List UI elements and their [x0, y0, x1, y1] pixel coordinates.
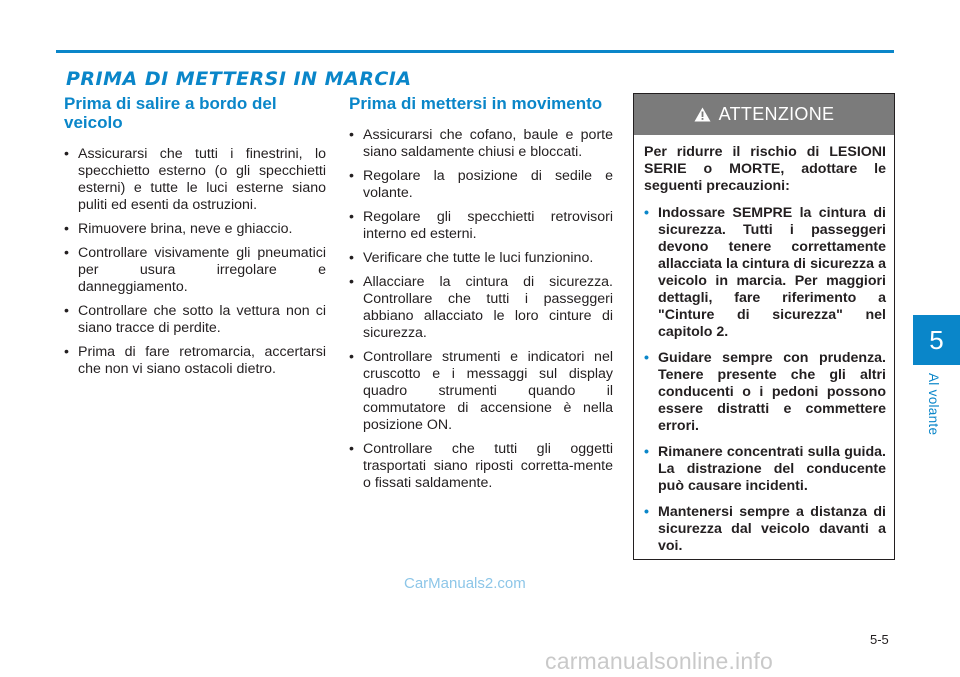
section-title: PRIMA DI METTERSI IN MARCIA — [66, 68, 412, 90]
list-item: • Controllare che tutti gli oggetti trasportati siano riposti corretta-mente o fissati saldamente. — [349, 441, 613, 492]
middle-column-heading: Prima di mettersi in movimento — [349, 94, 603, 113]
watermark-bottom: carmanualsonline.info — [545, 648, 773, 674]
warning-box — [633, 93, 895, 560]
warning-item: • Rimanere concentrati sulla guida. La distrazione del conducente può causare incidenti. — [644, 444, 886, 495]
top-rule — [56, 50, 894, 53]
warning-triangle-icon — [694, 107, 711, 122]
chapter-number-tab: 5 — [913, 315, 960, 365]
list-item: • Controllare strumenti e indicatori nel cruscotto e i messaggi sul display quadro strumenti quando il commutatore di accensione è nella posizione ON. — [349, 349, 613, 434]
page-number: 5-5 — [870, 632, 889, 647]
list-item: • Prima di fare retromarcia, accertarsi che non vi siano ostacoli dietro. — [64, 344, 326, 378]
warning-item: • Indossare SEMPRE la cintura di sicurezza. Tutti i passeggeri devono tenere correttamente allacciata la cintura di sicurezza a veicolo in marcia. Per maggiori dettagli, fare riferimento a "Cinture di sicurezza" nel capitolo 2. — [644, 205, 886, 341]
left-column — [64, 94, 326, 385]
middle-bullet-list — [349, 127, 613, 492]
warning-intro: Per ridurre il rischio di LESIONI SERIE o MORTE, adottare le seguenti precauzioni: — [644, 144, 886, 194]
list-item: • Rimuovere brina, neve e ghiaccio. — [64, 221, 326, 238]
watermark-middle: CarManuals2.com — [404, 575, 526, 592]
warning-body — [634, 144, 894, 555]
list-item: • Controllare visivamente gli pneumatici per usura irregolare e danneggiamento. — [64, 245, 326, 296]
list-item: • Assicurarsi che tutti i finestrini, lo specchietto esterno (o gli specchietti esterni) e tutte le luci esterne siano puliti ed esenti da ostruzioni. — [64, 146, 326, 214]
left-bullet-list — [64, 146, 326, 378]
list-item: • Assicurarsi che cofano, baule e porte siano saldamente chiusi e bloccati. — [349, 127, 613, 161]
list-item: • Allacciare la cintura di sicurezza. Controllare che tutti i passeggeri abbiano allacciato le loro cinture di sicurezza. — [349, 274, 613, 342]
chapter-name: Al volante — [926, 373, 941, 436]
warning-list — [644, 205, 886, 555]
list-item: • Verificare che tutte le luci funzionino. — [349, 250, 613, 267]
warning-item: • Mantenersi sempre a distanza di sicurezza dal veicolo davanti a voi. — [644, 504, 886, 555]
middle-column — [349, 94, 613, 499]
list-item: • Regolare la posizione di sedile e volante. — [349, 168, 613, 202]
warning-item: • Guidare sempre con prudenza. Tenere presente che gli altri conducenti o i pedoni possono essere distratti e commettere errori. — [644, 350, 886, 435]
warning-title: ATTENZIONE — [718, 104, 835, 124]
list-item: • Regolare gli specchietti retrovisori interno ed esterni. — [349, 209, 613, 243]
list-item: • Controllare che sotto la vettura non ci siano tracce di perdite. — [64, 303, 326, 337]
left-column-heading: Prima di salire a bordo del veicolo — [64, 94, 277, 132]
warning-header — [634, 94, 894, 135]
